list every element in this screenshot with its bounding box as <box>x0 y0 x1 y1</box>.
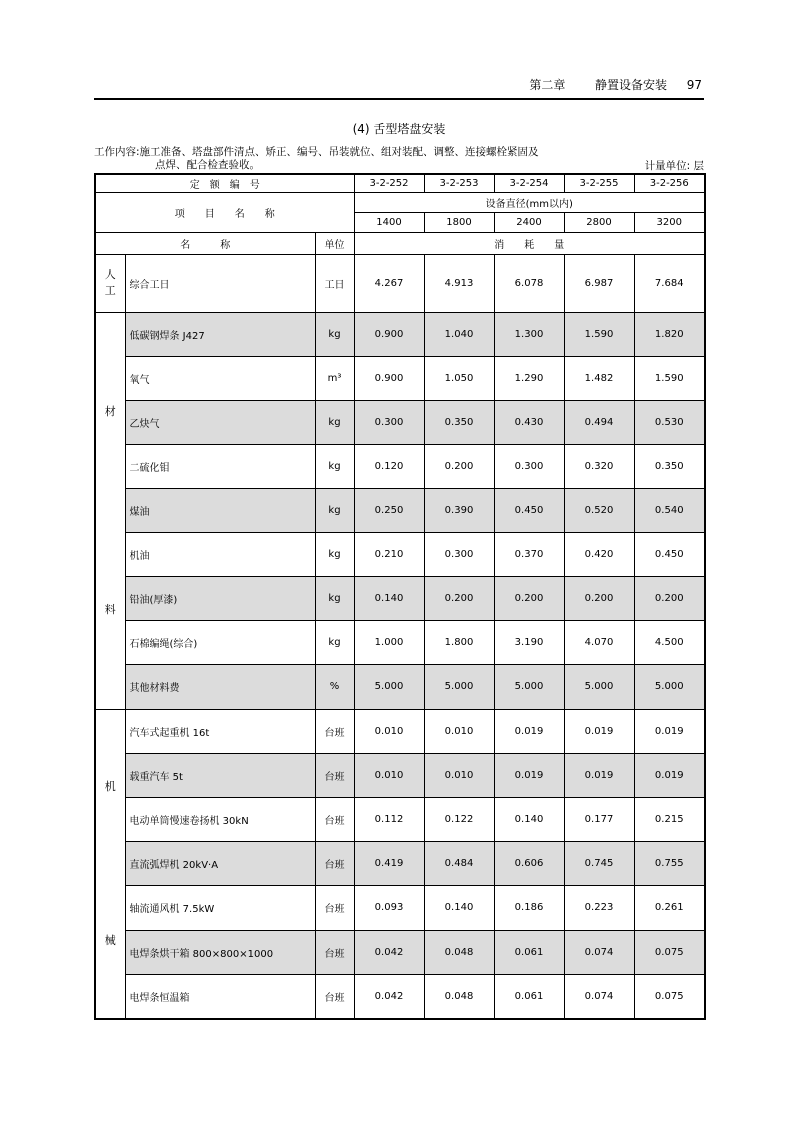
item-value: 0.200 <box>424 577 494 621</box>
item-value: 0.350 <box>424 400 494 444</box>
item-value: 0.520 <box>564 488 634 532</box>
material-row <box>95 665 705 709</box>
item-value: 0.019 <box>634 709 705 753</box>
machine-row <box>95 886 705 930</box>
material-category-top: 材 <box>104 404 116 418</box>
item-value: 1.800 <box>424 621 494 665</box>
diameter-label: 设备直径(mm以内) <box>354 192 705 212</box>
machine-row <box>95 930 705 974</box>
item-value: 0.390 <box>424 488 494 532</box>
item-value: 0.900 <box>354 356 424 400</box>
item-value: 5.000 <box>424 665 494 709</box>
item-value: 0.320 <box>564 444 634 488</box>
item-value: 0.112 <box>354 797 424 841</box>
machine-category-top: 机 <box>104 779 116 793</box>
item-value: 0.200 <box>424 444 494 488</box>
item-value: 0.010 <box>354 709 424 753</box>
item-value: 0.061 <box>494 974 564 1018</box>
item-value: 0.419 <box>354 842 424 886</box>
item-name: 电焊条恒温箱 <box>125 974 315 1018</box>
material-row <box>95 400 705 444</box>
item-value: 0.755 <box>634 842 705 886</box>
item-value: 1.000 <box>354 621 424 665</box>
item-value: 4.913 <box>424 254 494 312</box>
item-name: 载重汽车 5t <box>125 753 315 797</box>
item-value: 0.048 <box>424 930 494 974</box>
machine-row <box>95 753 705 797</box>
item-value: 0.223 <box>564 886 634 930</box>
item-value: 0.370 <box>494 533 564 577</box>
item-name: 乙炔气 <box>125 400 315 444</box>
item-value: 0.484 <box>424 842 494 886</box>
diameter-cell: 1800 <box>424 212 494 232</box>
quota-table <box>94 173 706 1020</box>
diameter-cell: 3200 <box>634 212 705 232</box>
item-value: 0.300 <box>424 533 494 577</box>
code-label: 定 额 编 号 <box>95 174 354 192</box>
item-value: 0.010 <box>424 709 494 753</box>
item-unit: kg <box>315 444 354 488</box>
machine-category <box>95 709 125 1019</box>
item-value: 4.070 <box>564 621 634 665</box>
item-value: 0.019 <box>564 753 634 797</box>
item-value: 0.450 <box>494 488 564 532</box>
name-column-header: 名 称 <box>95 232 315 254</box>
consumption-header: 消 耗 量 <box>354 232 705 254</box>
code-cell: 3-2-256 <box>634 174 705 192</box>
material-row <box>95 312 705 356</box>
item-unit: m³ <box>315 356 354 400</box>
item-unit: 工日 <box>315 254 354 312</box>
item-unit: 台班 <box>315 886 354 930</box>
item-value: 5.000 <box>564 665 634 709</box>
item-value: 0.900 <box>354 312 424 356</box>
item-unit: 台班 <box>315 797 354 841</box>
item-value: 0.048 <box>424 974 494 1018</box>
item-value: 6.078 <box>494 254 564 312</box>
item-value: 1.300 <box>494 312 564 356</box>
item-name: 直流弧焊机 20kV·A <box>125 842 315 886</box>
item-name: 煤油 <box>125 488 315 532</box>
machine-category-bottom: 械 <box>104 933 116 947</box>
item-name: 电焊条烘干箱 800×800×1000 <box>125 930 315 974</box>
item-value: 0.122 <box>424 797 494 841</box>
header-rule <box>94 98 704 100</box>
item-unit: kg <box>315 577 354 621</box>
item-unit: kg <box>315 488 354 532</box>
item-name: 综合工日 <box>125 254 315 312</box>
item-name: 汽车式起重机 16t <box>125 709 315 753</box>
item-value: 0.074 <box>564 930 634 974</box>
item-value: 5.000 <box>494 665 564 709</box>
item-name: 二硫化钼 <box>125 444 315 488</box>
item-name: 低碳钢焊条 J427 <box>125 312 315 356</box>
item-value: 0.074 <box>564 974 634 1018</box>
labor-category <box>95 254 125 312</box>
machine-row <box>95 797 705 841</box>
item-value: 0.215 <box>634 797 705 841</box>
item-unit: 台班 <box>315 709 354 753</box>
item-name: 石棉编绳(综合) <box>125 621 315 665</box>
work-content <box>94 146 624 172</box>
item-value: 0.120 <box>354 444 424 488</box>
work-content-line-2: 点焊、配合检查验收。 <box>155 159 260 171</box>
item-value: 1.820 <box>634 312 705 356</box>
item-value: 0.042 <box>354 930 424 974</box>
item-value: 0.250 <box>354 488 424 532</box>
item-name-label: 项 目 名 称 <box>95 192 354 232</box>
code-cell: 3-2-252 <box>354 174 424 192</box>
material-category-bottom: 料 <box>104 602 116 616</box>
item-value: 0.210 <box>354 533 424 577</box>
item-name: 其他材料费 <box>125 665 315 709</box>
column-header-row <box>95 232 705 254</box>
item-value: 4.267 <box>354 254 424 312</box>
item-value: 0.745 <box>564 842 634 886</box>
code-row <box>95 174 705 192</box>
item-value: 4.500 <box>634 621 705 665</box>
item-value: 1.290 <box>494 356 564 400</box>
diameter-cell: 2800 <box>564 212 634 232</box>
material-row <box>95 577 705 621</box>
item-value: 0.140 <box>354 577 424 621</box>
unit-column-header: 单位 <box>315 232 354 254</box>
item-value: 0.042 <box>354 974 424 1018</box>
code-cell: 3-2-254 <box>494 174 564 192</box>
code-cell: 3-2-253 <box>424 174 494 192</box>
work-content-line-1: 工作内容:施工准备、塔盘部件清点、矫正、编号、吊装就位、组对装配、调整、连接螺栓紧固及 <box>94 146 539 158</box>
item-value: 0.010 <box>354 753 424 797</box>
header-text <box>529 76 702 93</box>
item-value: 0.420 <box>564 533 634 577</box>
item-unit: kg <box>315 312 354 356</box>
diameter-cell: 2400 <box>494 212 564 232</box>
item-value: 0.450 <box>634 533 705 577</box>
item-value: 0.075 <box>634 930 705 974</box>
item-value: 0.300 <box>354 400 424 444</box>
item-value: 0.019 <box>494 709 564 753</box>
item-unit: 台班 <box>315 753 354 797</box>
item-value: 0.140 <box>494 797 564 841</box>
material-row <box>95 444 705 488</box>
item-name: 氧气 <box>125 356 315 400</box>
item-value: 0.430 <box>494 400 564 444</box>
item-value: 0.540 <box>634 488 705 532</box>
labor-row <box>95 254 705 312</box>
material-category <box>95 312 125 709</box>
item-value: 5.000 <box>634 665 705 709</box>
item-value: 1.050 <box>424 356 494 400</box>
machine-row <box>95 709 705 753</box>
item-unit: 台班 <box>315 842 354 886</box>
item-unit: kg <box>315 400 354 444</box>
item-unit: kg <box>315 533 354 577</box>
machine-row <box>95 842 705 886</box>
item-value: 0.177 <box>564 797 634 841</box>
item-value: 1.590 <box>634 356 705 400</box>
item-value: 0.494 <box>564 400 634 444</box>
item-value: 0.093 <box>354 886 424 930</box>
machine-row <box>95 974 705 1018</box>
item-value: 0.186 <box>494 886 564 930</box>
material-row <box>95 356 705 400</box>
material-category-label <box>100 313 121 709</box>
item-value: 0.200 <box>494 577 564 621</box>
item-value: 0.200 <box>634 577 705 621</box>
machine-category-label <box>100 710 121 1018</box>
item-value: 3.190 <box>494 621 564 665</box>
item-value: 1.040 <box>424 312 494 356</box>
item-value: 0.019 <box>564 709 634 753</box>
item-value: 0.530 <box>634 400 705 444</box>
header-chapter: 第二章 <box>529 78 566 92</box>
diameter-cell: 1400 <box>354 212 424 232</box>
page-header <box>94 72 704 100</box>
item-unit: kg <box>315 621 354 665</box>
item-unit: 台班 <box>315 974 354 1018</box>
material-row <box>95 533 705 577</box>
item-value: 0.350 <box>634 444 705 488</box>
item-value: 6.987 <box>564 254 634 312</box>
item-name: 机油 <box>125 533 315 577</box>
labor-category-label: 人工 <box>104 268 116 297</box>
item-value: 0.019 <box>494 753 564 797</box>
section-title: (4) 舌型塔盘安装 <box>352 122 446 136</box>
item-name: 铅油(厚漆) <box>125 577 315 621</box>
item-name: 轴流通风机 7.5kW <box>125 886 315 930</box>
material-row <box>95 488 705 532</box>
item-value: 0.261 <box>634 886 705 930</box>
item-unit: % <box>315 665 354 709</box>
item-value: 1.482 <box>564 356 634 400</box>
item-value: 0.300 <box>494 444 564 488</box>
item-value: 1.590 <box>564 312 634 356</box>
item-value: 0.140 <box>424 886 494 930</box>
item-value: 0.606 <box>494 842 564 886</box>
unit-note: 计量单位: 层 <box>644 160 704 172</box>
item-name: 电动单筒慢速卷扬机 30kN <box>125 797 315 841</box>
item-value: 5.000 <box>354 665 424 709</box>
diameter-label-row <box>95 192 705 212</box>
item-value: 0.061 <box>494 930 564 974</box>
item-value: 0.010 <box>424 753 494 797</box>
code-cell: 3-2-255 <box>564 174 634 192</box>
material-row <box>95 621 705 665</box>
item-value: 0.075 <box>634 974 705 1018</box>
item-value: 0.200 <box>564 577 634 621</box>
header-title: 静置设备安装 <box>595 78 668 92</box>
item-value: 7.684 <box>634 254 705 312</box>
item-value: 0.019 <box>634 753 705 797</box>
item-unit: 台班 <box>315 930 354 974</box>
page-number: 97 <box>686 78 702 92</box>
